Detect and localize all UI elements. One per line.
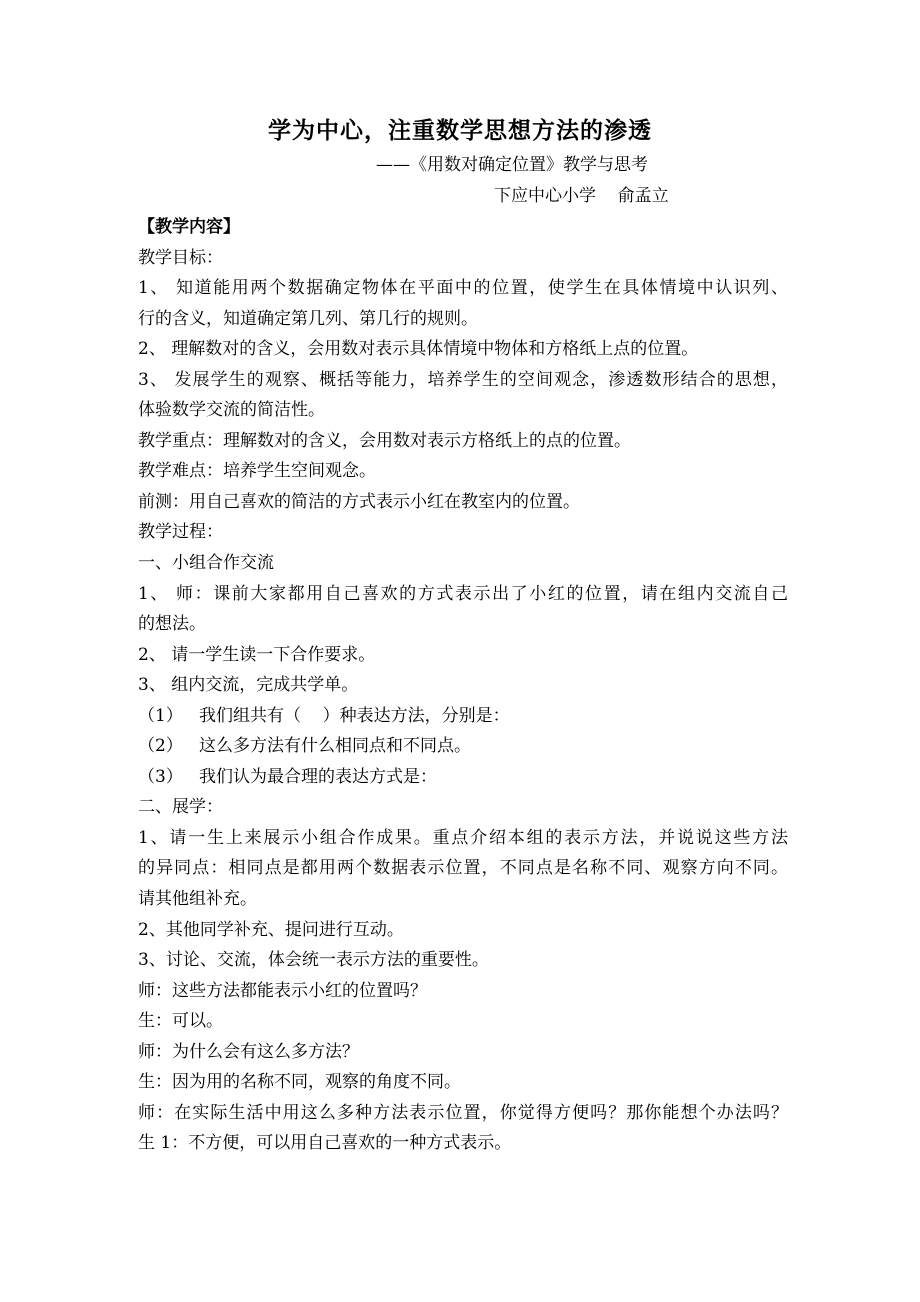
text-line: 的异同点：相同点是都用两个数据表示位置，不同点是名称不同、观察方向不同。	[138, 858, 788, 879]
text-line: 师：为什么会有这么多方法？	[138, 1041, 359, 1062]
author-line: 下应中心小学 俞孟立	[494, 186, 669, 206]
document-title: 学为中心，注重数学思想方法的渗透	[268, 118, 652, 144]
text-line: 请其他组补充。	[138, 889, 257, 910]
text-line: 2、 理解数对的含义，会用数对表示具体情境中物体和方格纸上点的位置。	[138, 339, 699, 360]
text-line: 3、讨论、交流，体会统一表示方法的重要性。	[138, 950, 489, 971]
text-line: 师：在实际生活中用这么多种方法表示位置，你觉得方便吗？那你能想个办法吗？	[138, 1102, 788, 1123]
text-line: 生：因为用的名称不同，观察的角度不同。	[138, 1072, 461, 1093]
document-subtitle: ——《用数对确定位置》教学与思考	[376, 155, 648, 175]
text-line: 生 1：不方便，可以用自己喜欢的一种方式表示。	[138, 1133, 512, 1154]
text-line: 3、 发展学生的观察、概括等能力，培养学生的空间观念，渗透数形结合的思想，	[138, 369, 788, 390]
text-line: 二、展学：	[138, 797, 223, 818]
text-line: 一、小组合作交流	[138, 553, 274, 574]
text-line: 师：这些方法都能表示小红的位置吗？	[138, 980, 427, 1001]
text-line: 1、请一生上来展示小组合作成果。重点介绍本组的表示方法，并说说这些方法	[138, 827, 788, 848]
text-line: 1、 知道能用两个数据确定物体在平面中的位置，使学生在具体情境中认识列、	[138, 278, 788, 299]
document-body	[138, 212, 788, 1159]
text-line: 3、 组内交流，完成共学单。	[138, 675, 359, 696]
text-line: 教学目标：	[138, 247, 223, 268]
text-line: 生：可以。	[138, 1011, 223, 1032]
text-line: 教学重点：理解数对的含义，会用数对表示方格纸上的点的位置。	[138, 430, 631, 451]
text-line: 行的含义，知道确定第几列、第几行的规则。	[138, 308, 478, 329]
text-line: 体验数学交流的简洁性。	[138, 400, 325, 421]
text-line: （1） 我们组共有（ ）种表达方法，分别是：	[138, 705, 510, 726]
text-line: 1、 师：课前大家都用自己喜欢的方式表示出了小红的位置，请在组内交流自己	[138, 583, 788, 604]
text-line: 前测：用自己喜欢的简洁的方式表示小红在教室内的位置。	[138, 491, 580, 512]
text-line: 2、 请一学生读一下合作要求。	[138, 644, 376, 665]
text-line: （2） 这么多方法有什么相同点和不同点。	[138, 736, 472, 757]
text-line: 教学过程：	[138, 522, 223, 543]
section-heading: 【教学内容】	[138, 217, 240, 237]
text-line: （3） 我们认为最合理的表达方式是：	[138, 766, 438, 787]
text-line: 教学难点：培养学生空间观念。	[138, 461, 376, 482]
text-line: 的想法。	[138, 614, 206, 635]
text-line: 2、其他同学补充、提问进行互动。	[138, 919, 404, 940]
